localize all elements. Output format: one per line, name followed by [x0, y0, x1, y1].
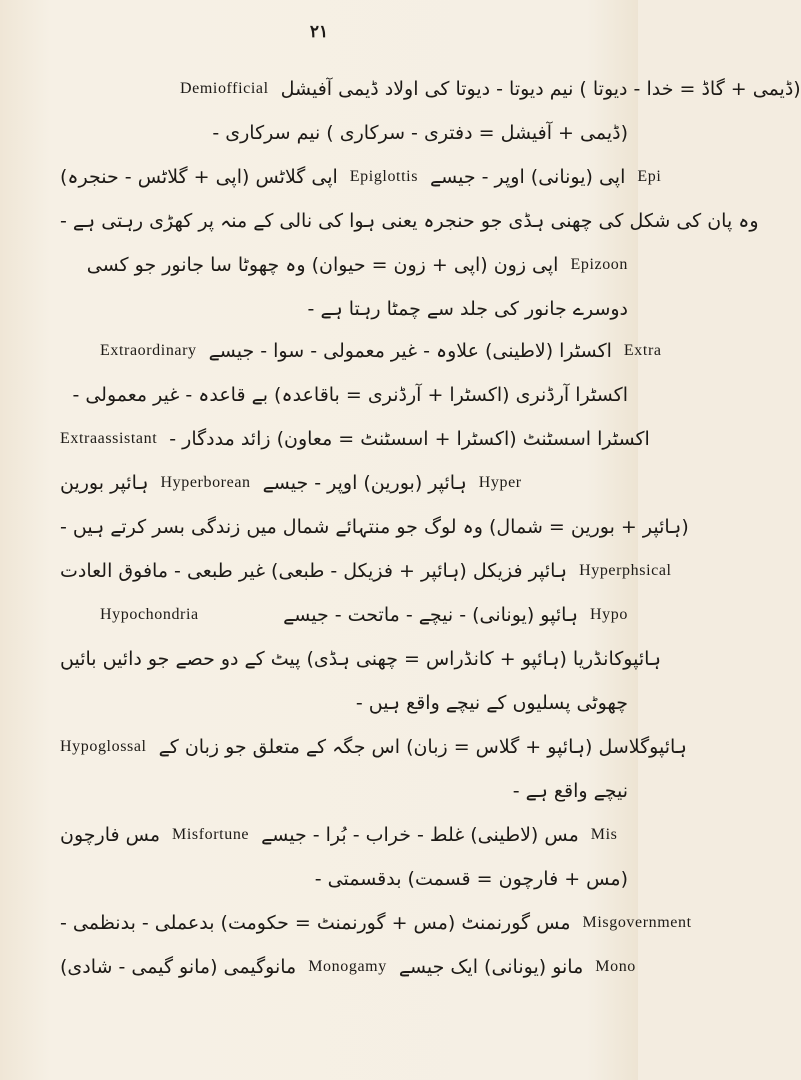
- urdu-text: چھوٹی پسلیوں کے نیچے واقع ہیں -: [355, 692, 628, 714]
- entry-line: [60, 166, 662, 188]
- entry-line: [60, 780, 628, 802]
- urdu-text: دوسرے جانور کی جلد سے چمٹا رہتا ہے -: [307, 298, 628, 320]
- entry-line: [60, 516, 689, 538]
- latin-term: Misfortune: [172, 826, 250, 843]
- entry-line: [60, 736, 687, 758]
- urdu-text: مانو (یونانی) ایک جیسے: [398, 956, 584, 978]
- urdu-text: (ڈیمی + آفیشل = دفتری - سرکاری ) نیم سرکاری -: [212, 122, 628, 144]
- urdu-text: اپی زون (اپی + زون = حیوان) وہ چھوٹا سا جانور جو کسی: [86, 254, 559, 276]
- latin-term: Hyperborean: [160, 474, 251, 491]
- urdu-text: اپی (یونانی) اوپر - جیسے: [430, 166, 626, 188]
- entry-line: [60, 384, 628, 406]
- entry-line: [60, 560, 672, 582]
- entry-line: [60, 78, 801, 100]
- entry-line: [60, 340, 662, 362]
- urdu-text: اکسٹرا اسسٹنٹ (اکسٹرا + اسسٹنٹ = معاون) زائد مددگار -: [169, 428, 650, 450]
- urdu-text: ہائپر بورین: [60, 472, 149, 494]
- latin-term: Extraassistant: [60, 430, 158, 447]
- entry-line: [60, 428, 650, 450]
- latin-term: Hyperphsical: [579, 562, 672, 579]
- urdu-text: مس فارچون: [60, 824, 161, 846]
- urdu-text: ہائپر (بورین) اوپر - جیسے: [262, 472, 467, 494]
- latin-term: Epizoon: [570, 256, 628, 273]
- urdu-text: (ہائپر + بورین = شمال) وہ لوگ جو منتہائے شمال میں زندگی بسر کرتے ہیں -: [60, 516, 689, 538]
- entry-line: [60, 824, 628, 846]
- latin-term: Extraordinary: [100, 342, 197, 359]
- urdu-text: اکسٹرا (لاطینی) علاوہ - غیر معمولی - سوا - جیسے: [208, 340, 612, 362]
- entry-line: [60, 254, 628, 276]
- latin-term: Hypoglossal: [60, 738, 147, 755]
- urdu-text: (ڈیمی + گاڈ = خدا - دیوتا ) نیم دیوتا - دیوتا کی اولاد ڈیمی آفیشل: [280, 78, 801, 100]
- urdu-text: اکسٹرا آرڈنری (اکسٹرا + آرڈنری = باقاعدہ) بے قاعدہ - غیر معمولی -: [72, 384, 628, 406]
- entry-line: [60, 956, 636, 978]
- entry-line: [60, 648, 662, 670]
- urdu-text: ہائپوکانڈریا (ہائپو + کانڈراس = چھنی ہڈی) پیٹ کے دو حصے جو دائیں بائیں: [60, 648, 662, 670]
- page-number: ۲۱: [309, 22, 329, 42]
- urdu-text: وہ پان کی شکل کی چھنی ہڈی جو حنجرہ یعنی ہوا کی نالی کے منہ پر کھڑی رہتی ہے -: [60, 210, 759, 232]
- urdu-text: مس (لاطینی) غلط - خراب - بُرا - جیسے: [261, 824, 579, 846]
- urdu-text: مانوگیمی (مانو گیمی - شادی): [60, 956, 297, 978]
- latin-term: Demiofficial: [180, 80, 269, 97]
- urdu-text: ہائپو (یونانی) - نیچے - ماتحت - جیسے: [283, 604, 579, 626]
- urdu-text: ہائپوگلاسل (ہائپو + گلاس = زبان) اس جگہ کے متعلق جو زبان کے: [158, 736, 687, 758]
- entry-line: [60, 912, 692, 934]
- entry-line: [60, 868, 628, 890]
- latin-term: Extra: [623, 342, 662, 359]
- latin-term: Hyper: [478, 474, 522, 491]
- latin-term: Monogamy: [308, 958, 387, 975]
- entry-line: [60, 122, 628, 144]
- entry-line: [60, 210, 759, 232]
- entry-line: [60, 604, 628, 626]
- urdu-text: (مس + فارچون = قسمت) بدقسمتی -: [314, 868, 628, 890]
- urdu-text: اپی گلاٹس (اپی + گلاٹس - حنجرہ): [60, 166, 338, 188]
- latin-term: Mis: [590, 826, 618, 843]
- urdu-text: ہائپر فزیکل (ہائپر + فزیکل - طبعی) غیر طبعی - مافوق العادت: [60, 560, 568, 582]
- latin-term: Mono: [595, 958, 636, 975]
- entry-line: [60, 298, 628, 320]
- entry-line: [60, 472, 628, 494]
- latin-term: Epi: [637, 168, 662, 185]
- urdu-text: نیچے واقع ہے -: [512, 780, 628, 802]
- latin-term: Hypochondria: [100, 606, 199, 623]
- latin-term: Hypo: [590, 606, 628, 623]
- entry-line: [60, 692, 628, 714]
- urdu-text: مس گورنمنٹ (مس + گورنمنٹ = حکومت) بدعملی - بدنظمی -: [60, 912, 571, 934]
- latin-term: Epiglottis: [349, 168, 419, 185]
- latin-term: Misgovernment: [582, 914, 692, 931]
